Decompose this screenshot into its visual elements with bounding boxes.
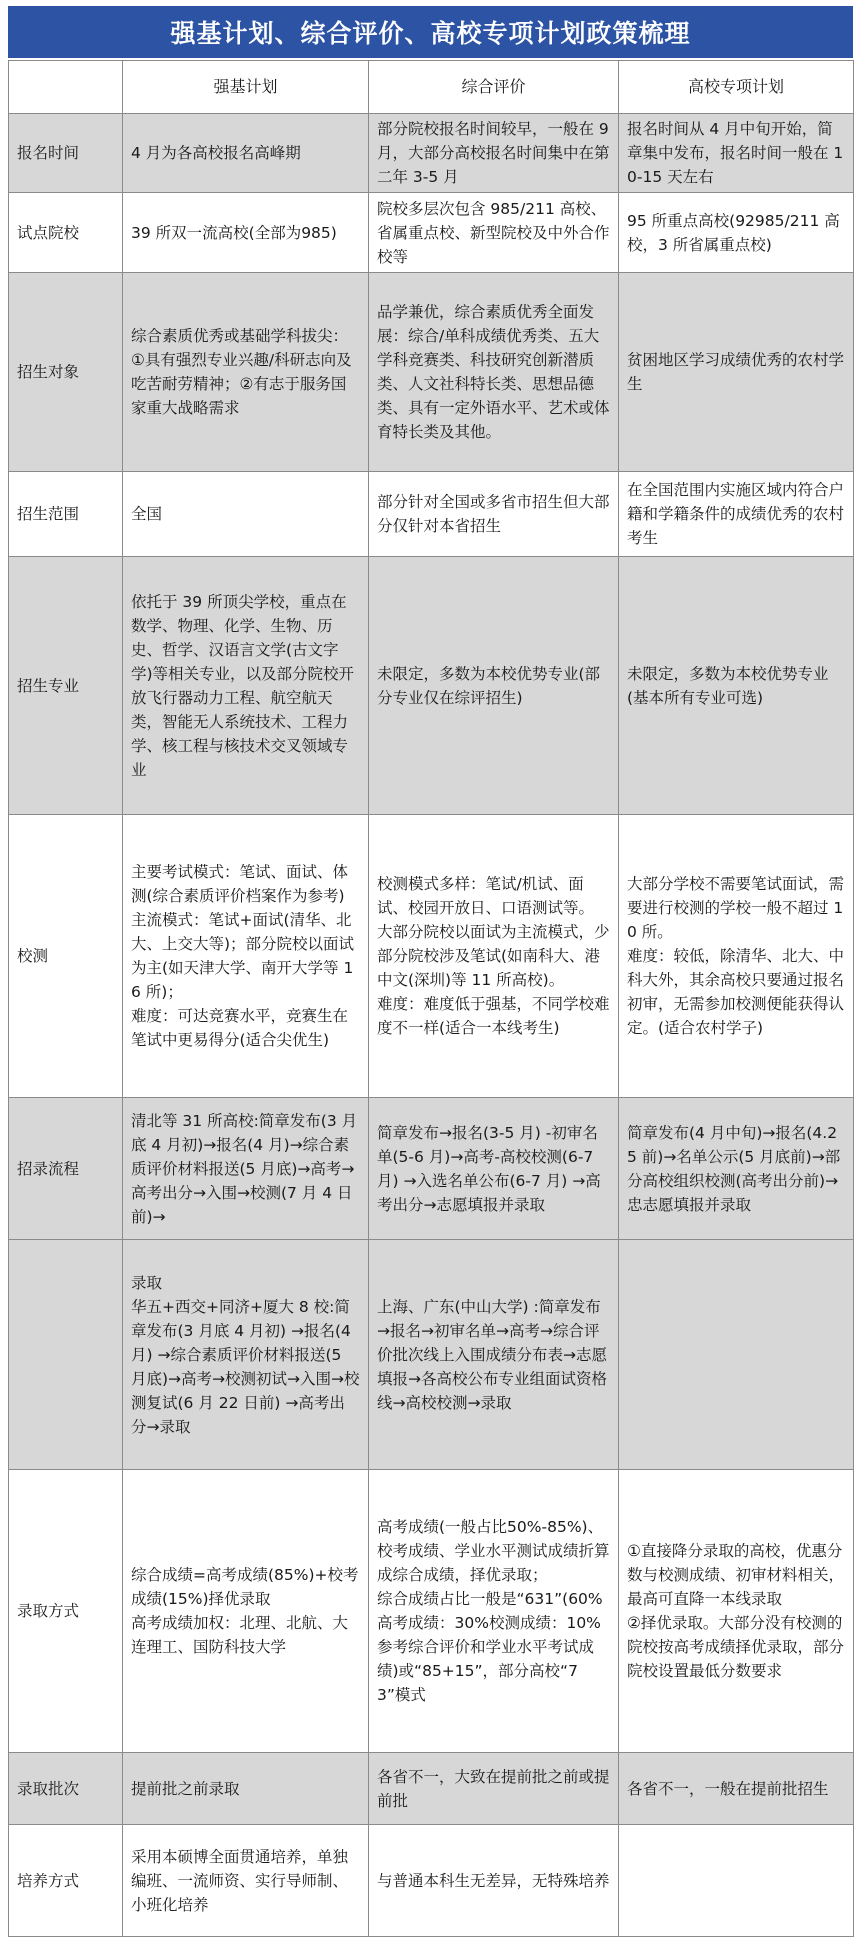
row-label: 报名时间 xyxy=(9,114,123,193)
table-cell xyxy=(123,1240,369,1470)
table-cell: 4 月为各高校报名高峰期 xyxy=(123,114,369,193)
table-cell xyxy=(619,815,854,1098)
header-cell-zhuanxiang: 高校专项计划 xyxy=(619,61,854,114)
table-row-school-test xyxy=(9,815,854,1098)
row-label: 培养方式 xyxy=(9,1825,123,1937)
header-cell-qiangji: 强基计划 xyxy=(123,61,369,114)
cell-text: 主要考试模式：笔试、面试、体测(综合素质评价档案作为参考) 主流模式：笔试+面试(清华、北大、上交大等)；部分院校以面试为主(如天津大学、南开大学等 16 所)； 难度：可达竞赛水平，竞赛生在笔试中更易得分(适合尖优生) xyxy=(131,863,355,1049)
table-row-admission-batch xyxy=(9,1753,854,1825)
table-cell: 清北等 31 所高校:简章发布(3 月底 4 月初)→报名(4 月)→综合素质评价材料报送(5 月底)→高考→高考出分→入围→校测(7 月 4 日前)→ xyxy=(123,1098,369,1240)
table-cell: 部分院校报名时间较早，一般在 9 月，大部分高校报名时间集中在第二年 3-5 月 xyxy=(369,114,619,193)
page-title: 强基计划、综合评价、高校专项计划政策梳理 xyxy=(8,6,853,58)
table-cell: 全国 xyxy=(123,472,369,557)
table-cell xyxy=(619,1240,854,1470)
table-row-enrollment-scope xyxy=(9,472,854,557)
row-label xyxy=(9,1240,123,1470)
header-cell-zongping: 综合评价 xyxy=(369,61,619,114)
table-cell: 提前批之前录取 xyxy=(123,1753,369,1825)
table-cell: 品学兼优，综合素质优秀全面发展：综合/单科成绩优秀类、五大学科竞赛类、科技研究创新潜质类、人文社科特长类、思想品德类、具有一定外语水平、艺术或体育特长类及其他。 xyxy=(369,273,619,472)
table-row-training-mode xyxy=(9,1825,854,1937)
table-cell xyxy=(369,1470,619,1753)
table-header-row xyxy=(9,61,854,114)
row-label: 试点院校 xyxy=(9,193,123,273)
table-cell: 采用本硕博全面贯通培养，单独编班、一流师资、实行导师制、小班化培养 xyxy=(123,1825,369,1937)
table-cell: 贫困地区学习成绩优秀的农村学生 xyxy=(619,273,854,472)
cell-text: 大部分学校不需要笔试面试，需要进行校测的学校一般不超过 10 所。 难度：较低，除清华、北大、中科大外，其余高校只要通过报名初审，无需参加校测便能获得认定。(适合农村学子) xyxy=(627,875,845,1037)
policy-table xyxy=(8,60,854,1937)
cell-text: 校测模式多样：笔试/机试、面试、校园开放日、口语测试等。 大部分院校以面试为主流模式，少部分院校涉及笔试(如南科大、港中文(深圳)等 11 所高校)。 难度：难度低于强基，不同学校难度不一样(适合一本线考生) xyxy=(377,875,610,1037)
cell-text: 高考成绩(一般占比50%-85%)、校考成绩、学业水平测试成绩折算成综合成绩，择优录取； 综合成绩占比一般是“631”(60%高考成绩：30%校测成绩：10%参考综合评价和学业水平考试成绩)或“85+15”，部分高校“73”模式 xyxy=(377,1518,610,1704)
table-cell: 简章发布(4 月中旬)→报名(4.25 前)→名单公示(5 月底前)→部分高校组织校测(高考出分前)→忠志愿填报并录取 xyxy=(619,1098,854,1240)
row-label: 招录流程 xyxy=(9,1098,123,1240)
table-cell xyxy=(369,815,619,1098)
table-cell: 报名时间从 4 月中旬开始，简章集中发布，报名时间一般在 10-15 天左右 xyxy=(619,114,854,193)
table-row-admission-method xyxy=(9,1470,854,1753)
table-row-target-students xyxy=(9,273,854,472)
table-cell: 未限定，多数为本校优势专业(部分专业仅在综评招生) xyxy=(369,557,619,815)
row-label: 招生范围 xyxy=(9,472,123,557)
table-row-pilot-schools xyxy=(9,193,854,273)
row-label: 招生对象 xyxy=(9,273,123,472)
header-cell-corner xyxy=(9,61,123,114)
cell-text: ①直接降分录取的高校，优惠分数与校测成绩、初审材料相关，最高可直降一本线录取 ②择优录取。大部分没有校测的院校按高考成绩择优录取，部分院校设置最低分数要求 xyxy=(627,1542,845,1680)
cell-text: 综合成绩=高考成绩(85%)+校考成绩(15%)择优录取 高考成绩加权：北理、北航、大连理工、国防科技大学 xyxy=(131,1566,359,1656)
table-cell: 部分针对全国或多省市招生但大部分仅针对本省招生 xyxy=(369,472,619,557)
table-cell: 未限定，多数为本校优势专业(基本所有专业可选) xyxy=(619,557,854,815)
table-cell: 39 所双一流高校(全部为985) xyxy=(123,193,369,273)
row-label: 录取方式 xyxy=(9,1470,123,1753)
row-label: 录取批次 xyxy=(9,1753,123,1825)
table-cell xyxy=(123,815,369,1098)
table-cell: 各省不一，大致在提前批之前或提前批 xyxy=(369,1753,619,1825)
table-cell: 95 所重点高校(92985/211 高校，3 所省属重点校) xyxy=(619,193,854,273)
table-cell: 上海、广东(中山大学) :简章发布→报名→初审名单→高考→综合评价批次线上入围成绩分布表→志愿填报→各高校公布专业组面试资格线→高校校测→录取 xyxy=(369,1240,619,1470)
table-cell: 与普通本科生无差异，无特殊培养 xyxy=(369,1825,619,1937)
table-cell: 在全国范围内实施区域内符合户籍和学籍条件的成绩优秀的农村考生 xyxy=(619,472,854,557)
table-cell: 依托于 39 所顶尖学校，重点在数学、物理、化学、生物、历史、哲学、汉语言文学(古文字学)等相关专业，以及部分院校开放飞行器动力工程、航空航天类，智能无人系统技术、工程力学、核工程与核技术交叉领域专业 xyxy=(123,557,369,815)
table-row-signup-time xyxy=(9,114,854,193)
table-cell xyxy=(123,1470,369,1753)
table-cell: 各省不一，一般在提前批招生 xyxy=(619,1753,854,1825)
table-row-admission-process xyxy=(9,1098,854,1240)
table-cell xyxy=(619,1470,854,1753)
table-row-admission-process-continued xyxy=(9,1240,854,1470)
row-label: 校测 xyxy=(9,815,123,1098)
table-cell: 院校多层次包含 985/211 高校、省属重点校、新型院校及中外合作校等 xyxy=(369,193,619,273)
table-cell: 综合素质优秀或基础学科拔尖：①具有强烈专业兴趣/科研志向及吃苦耐劳精神；②有志于服务国家重大战略需求 xyxy=(123,273,369,472)
row-label: 招生专业 xyxy=(9,557,123,815)
table-row-majors xyxy=(9,557,854,815)
cell-text: 录取 华五+西交+同济+厦大 8 校:简章发布(3 月底 4 月初) →报名(4 月) →综合素质评价材料报送(5 月底)→高考→校测初试→入围→校测复试(6 月 22 日前) →高考出分→录取 xyxy=(131,1273,360,1436)
table-cell: 简章发布→报名(3-5 月) -初审名单(5-6 月)→高考-高校校测(6-7 月) →入选名单公布(6-7 月) →高考出分→志愿填报并录取 xyxy=(369,1098,619,1240)
table-cell xyxy=(619,1825,854,1937)
